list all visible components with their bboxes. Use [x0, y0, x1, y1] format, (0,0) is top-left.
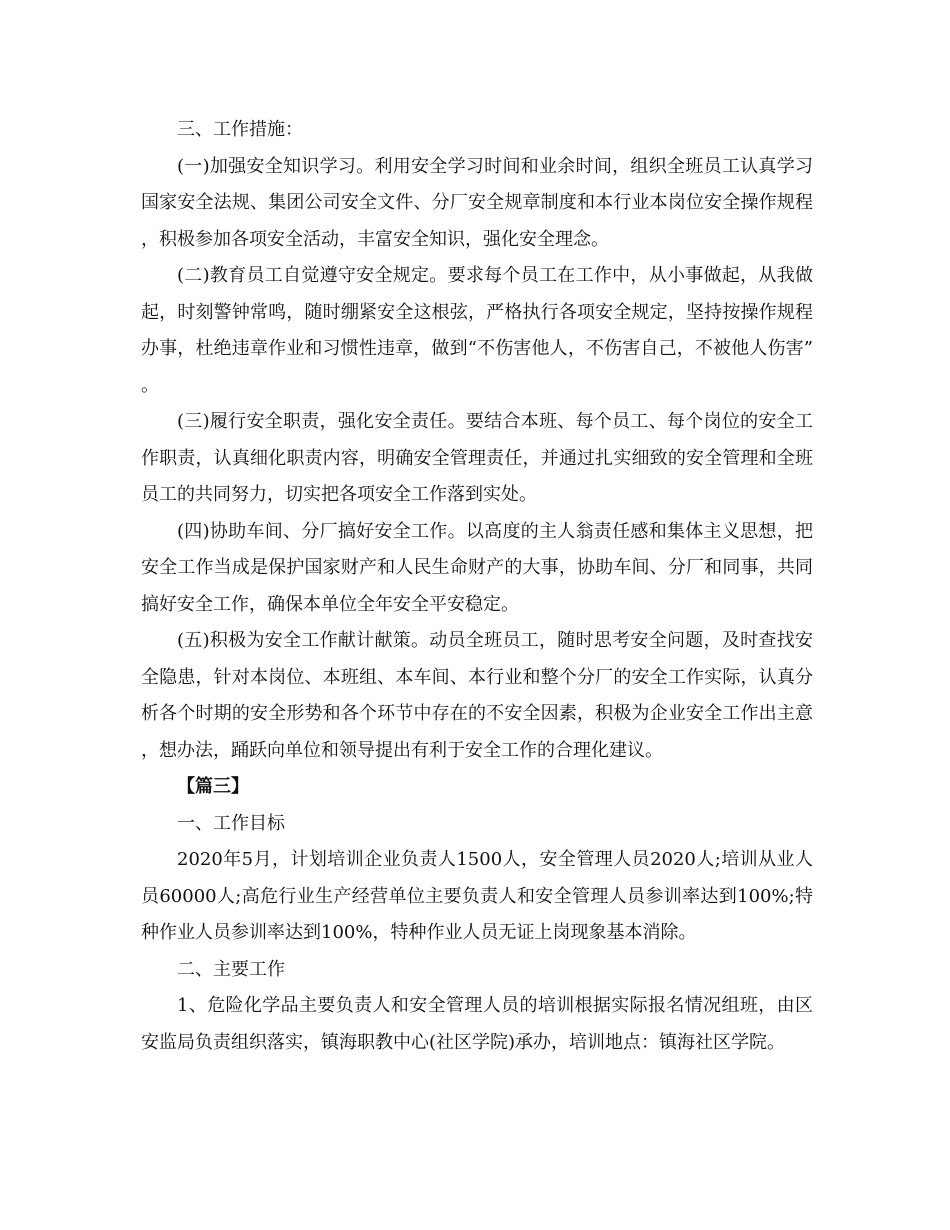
paragraph-main-work-1: 1、危险化学品主要负责人和安全管理人员的培训根据实际报名情况组班，由区安监局负责组织落实，镇海职教中心(社区学院)承办，培训地点：镇海社区学院。	[141, 995, 813, 1053]
paragraph-goals: 2020年5月，计划培训企业负责人1500人，安全管理人员2020人;培训从业人员60000人;高危行业生产经营单位主要负责人和安全管理人员参训率达到100%;特种作业人员参训率达到100%，特种作业人员无证上岗现象基本消除。	[141, 849, 813, 943]
paragraph-measure-2: (二)教育员工自觉遵守安全规定。要求每个员工在工作中，从小事做起，从我做起，时刻警钟常鸣，随时绷紧安全这根弦，严格执行各项安全规定，坚持按操作规程办事，杜绝违章作业和习惯性违章，做到“不伤害他人，不伤害自己，不被他人伤害”。	[141, 265, 813, 396]
document-page	[141, 112, 813, 1061]
section-heading-work-measures: 三、工作措施：	[177, 119, 303, 140]
section-heading-main-work: 二、主要工作	[177, 958, 285, 980]
section-heading-work-goals: 一、工作目标	[177, 812, 285, 834]
paragraph-measure-5: (五)积极为安全工作献计献策。动员全班员工，随时思考安全问题，及时查找安全隐患，针对本岗位、本班组、本车间、本行业和整个分厂的安全工作实际，认真分析各个时期的安全形势和各个环节中存在的不安全因素，积极为企业安全工作出主意，想办法，踊跃向单位和领导提出有利于安全工作的合理化建议。	[141, 630, 813, 761]
chapter-marker: 【篇三】	[177, 776, 249, 797]
paragraph-measure-4: (四)协助车间、分厂搞好安全工作。以高度的主人翁责任感和集体主义思想，把安全工作当成是保护国家财产和人民生命财产的大事，协助车间、分厂和同事，共同搞好安全工作，确保本单位全年安全平安稳定。	[141, 520, 813, 615]
paragraph-measure-1: (一)加强安全知识学习。利用安全学习时间和业余时间，组织全班员工认真学习国家安全法规、集团公司安全文件、分厂安全规章制度和本行业本岗位安全操作规程，积极参加各项安全活动，丰富安全知识，强化安全理念。	[141, 155, 813, 250]
paragraph-measure-3: (三)履行安全职责，强化安全责任。要结合本班、每个员工、每个岗位的安全工作职责，认真细化职责内容，明确安全管理责任，并通过扎实细致的安全管理和全班员工的共同努力，切实把各项安全工作落到实处。	[141, 411, 813, 505]
